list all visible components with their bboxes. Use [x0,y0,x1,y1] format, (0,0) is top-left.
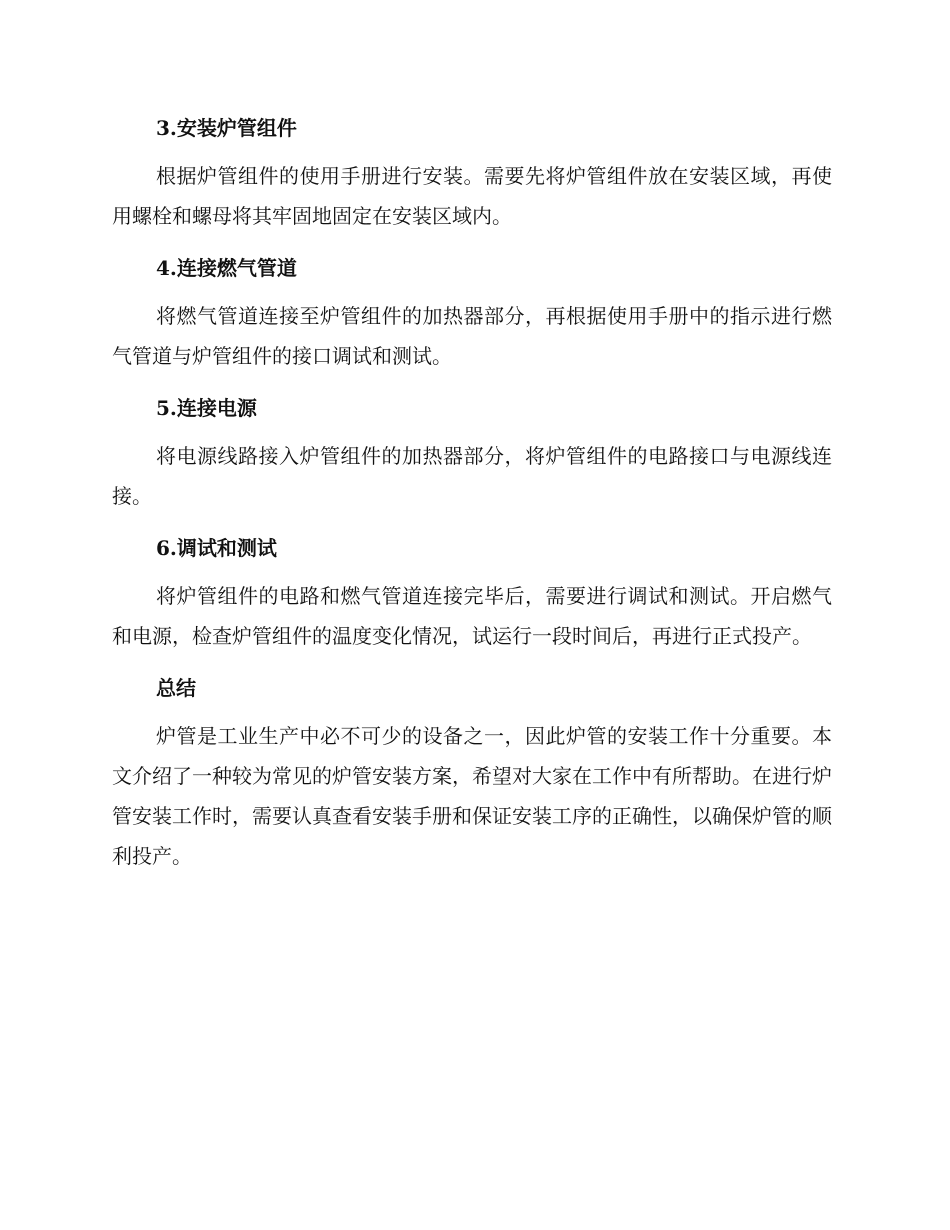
section-heading: 总结 [156,676,196,700]
section-install-tube-assembly [112,108,832,236]
section-connect-gas-pipe [112,248,832,376]
document-body [112,108,832,888]
section-paragraph: 将电源线路接入炉管组件的加热器部分，将炉管组件的电路接口与电源线连接。 [112,444,832,508]
section-paragraph: 将炉管组件的电路和燃气管道连接完毕后，需要进行调试和测试。开启燃气和电源，检查炉管组件的温度变化情况，试运行一段时间后，再进行正式投产。 [112,584,832,648]
section-paragraph: 炉管是工业生产中必不可少的设备之一，因此炉管的安装工作十分重要。本文介绍了一种较为常见的炉管安装方案，希望对大家在工作中有所帮助。在进行炉管安装工作时，需要认真查看安装手册和保证安装工序的正确性，以确保炉管的顺利投产。 [112,724,832,868]
section-connect-power [112,388,832,516]
section-debug-and-test [112,528,832,656]
section-summary [112,668,832,876]
section-paragraph: 根据炉管组件的使用手册进行安装。需要先将炉管组件放在安装区域，再使用螺栓和螺母将其牢固地固定在安装区域内。 [112,164,832,228]
section-heading: 3.安装炉管组件 [156,116,297,140]
section-heading: 6.调试和测试 [156,536,277,560]
section-heading: 5.连接电源 [156,396,257,420]
section-heading: 4.连接燃气管道 [156,256,297,280]
section-paragraph: 将燃气管道连接至炉管组件的加热器部分，再根据使用手册中的指示进行燃气管道与炉管组件的接口调试和测试。 [112,304,832,368]
